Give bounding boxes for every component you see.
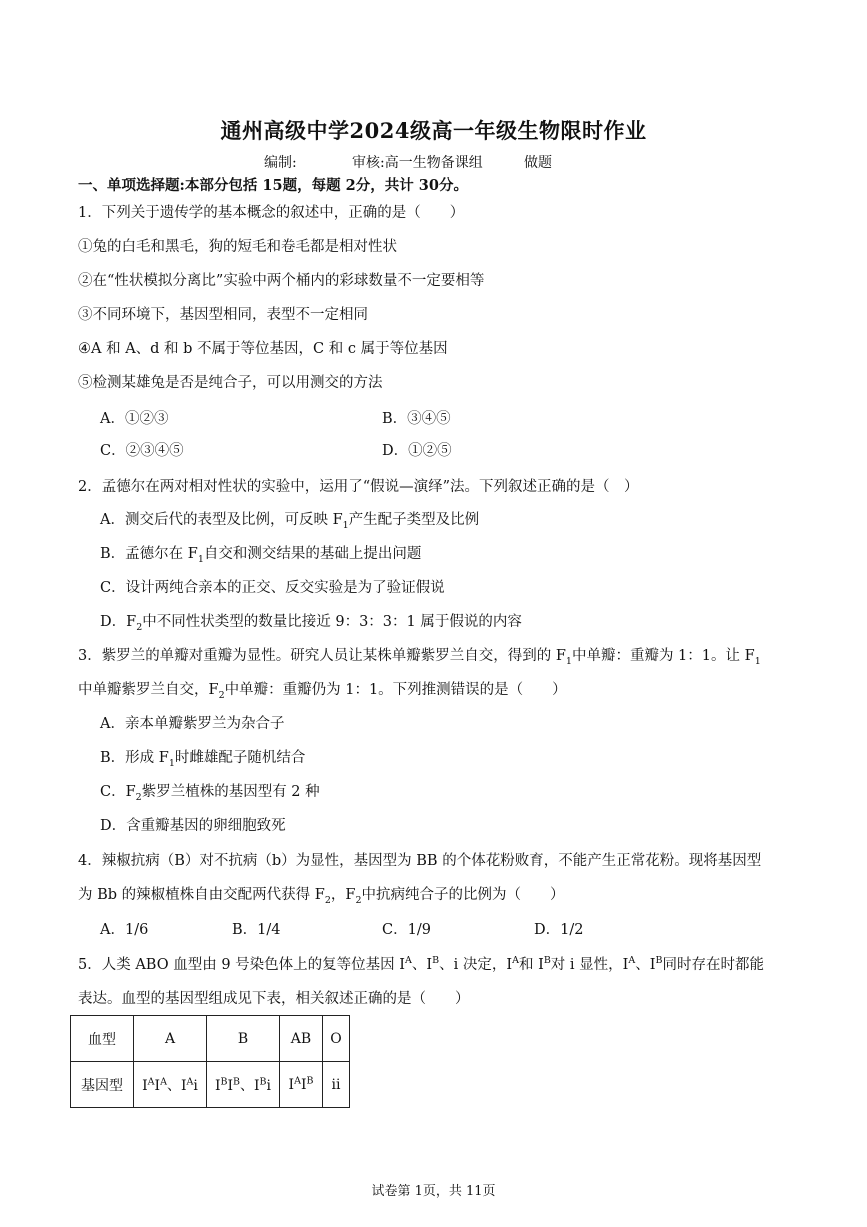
q3-option-d: D．含重瓣基因的卵细胞致死 bbox=[100, 818, 286, 834]
editor-label: 编制: bbox=[264, 155, 297, 171]
q2-option-c: C．设计两纯合亲本的正交、反交实验是为了验证假说 bbox=[100, 580, 445, 596]
reviewer-label: 审核:高一生物备课组 bbox=[352, 155, 483, 171]
q3-option-c: C．$F_2$紫罗兰植株的基因型有 2 种 bbox=[100, 784, 320, 803]
table-cell: ii bbox=[323, 1062, 350, 1108]
q1-statement-1: ①兔的白毛和黑毛，狗的短毛和卷毛都是相对性状 bbox=[78, 239, 397, 255]
table-header-cell: 血型 bbox=[71, 1016, 134, 1062]
q3-option-a: A．亲本单瓣紫罗兰为杂合子 bbox=[100, 716, 285, 732]
q1-stem: 1．下列关于遗传学的基本概念的叙述中，正确的是（ ） bbox=[78, 205, 465, 221]
q2-stem: 2．孟德尔在两对相对性状的实验中，运用了“假说—演绎”法。下列叙述正确的是（ ） bbox=[78, 479, 639, 495]
page-title: 通州高级中学2024级高一年级生物限时作业 bbox=[220, 118, 647, 143]
q1-option-a: A．①②③ bbox=[100, 411, 169, 427]
table-cell: $I^AI^A$、$I^Ai$ bbox=[134, 1062, 207, 1108]
q1-option-d: D．①②⑤ bbox=[382, 443, 452, 459]
q1-statement-4: ④A 和 A、d 和 b 不属于等位基因，C 和 c 属于等位基因 bbox=[78, 341, 448, 357]
q4-option-c: C．1/9 bbox=[382, 922, 431, 938]
table-cell: $I^BI^B$、$I^Bi$ bbox=[207, 1062, 280, 1108]
exercise-label: 做题 bbox=[524, 155, 552, 171]
table-header-cell: A bbox=[134, 1016, 207, 1062]
table-header-cell: B bbox=[207, 1016, 280, 1062]
table-cell: 基因型 bbox=[71, 1062, 134, 1108]
q5-stem-line-2: 表达。血型的基因型组成见下表，相关叙述正确的是（ ） bbox=[78, 991, 470, 1007]
table-header-cell: AB bbox=[280, 1016, 323, 1062]
q1-statement-3: ③不同环境下，基因型相同，表型不一定相同 bbox=[78, 307, 368, 323]
table-row bbox=[71, 1016, 350, 1062]
q2-option-b: B．孟德尔在 $F_1$自交和测交结果的基础上提出问题 bbox=[100, 546, 422, 565]
q1-option-b: B．③④⑤ bbox=[382, 411, 451, 427]
q2-option-a: A．测交后代的表型及比例，可反映 $F_1$产生配子类型及比例 bbox=[100, 512, 480, 531]
q4-option-a: A．1/6 bbox=[100, 922, 149, 938]
table-cell: $I^AI^B$ bbox=[280, 1062, 323, 1108]
q4-stem-line-2: 为 Bb 的辣椒植株自由交配两代获得 $F_2$，$F_2$中抗病纯合子的比例为（ ） bbox=[78, 887, 565, 906]
q4-option-d: D．1/2 bbox=[534, 922, 584, 938]
page-footer: 试卷第 1页，共 11页 bbox=[371, 1184, 496, 1199]
q1-statement-2: ②在“性状模拟分离比”实验中两个桶内的彩球数量不一定要相等 bbox=[78, 273, 485, 289]
q1-statement-5: ⑤检测某雄兔是否是纯合子，可以用测交的方法 bbox=[78, 375, 383, 391]
q5-stem-line-1: 5．人类 ABO 血型由 9 号染色体上的复等位基因 $I^A$、$I^B$、i 决定，$I^A$和 $I^B$对 i 显性，$I^A$、$I^B$同时存在时都能 bbox=[78, 955, 764, 973]
q3-stem-line-2: 中单瓣紫罗兰自交，$F_2$中单瓣：重瓣仍为 1：1。下列推测错误的是（ ） bbox=[78, 682, 567, 701]
q3-option-b: B．形成 $F_1$时雌雄配子随机结合 bbox=[100, 750, 306, 769]
table-header-cell: O bbox=[323, 1016, 350, 1062]
q2-option-d: D．$F_2$中不同性状类型的数量比接近 9：3：3：1 属于假说的内容 bbox=[100, 614, 522, 633]
author-line bbox=[0, 152, 867, 172]
q3-stem-line-1: 3．紫罗兰的单瓣对重瓣为显性。研究人员让某株单瓣紫罗兰自交，得到的 $F_1$中单瓣：重瓣为 1：1。让 $F_1$ bbox=[78, 648, 761, 667]
q4-stem-line-1: 4．辣椒抗病（B）对不抗病（b）为显性，基因型为 BB 的个体花粉败育，不能产生正常花粉。现将基因型 bbox=[78, 853, 762, 869]
q1-option-c: C．②③④⑤ bbox=[100, 443, 184, 459]
section-heading: 一、单项选择题:本部分包括 15题，每题 2分，共计 30分。 bbox=[78, 177, 468, 194]
q4-option-b: B．1/4 bbox=[232, 922, 281, 938]
table-row bbox=[71, 1062, 350, 1108]
blood-type-table bbox=[70, 1015, 350, 1108]
